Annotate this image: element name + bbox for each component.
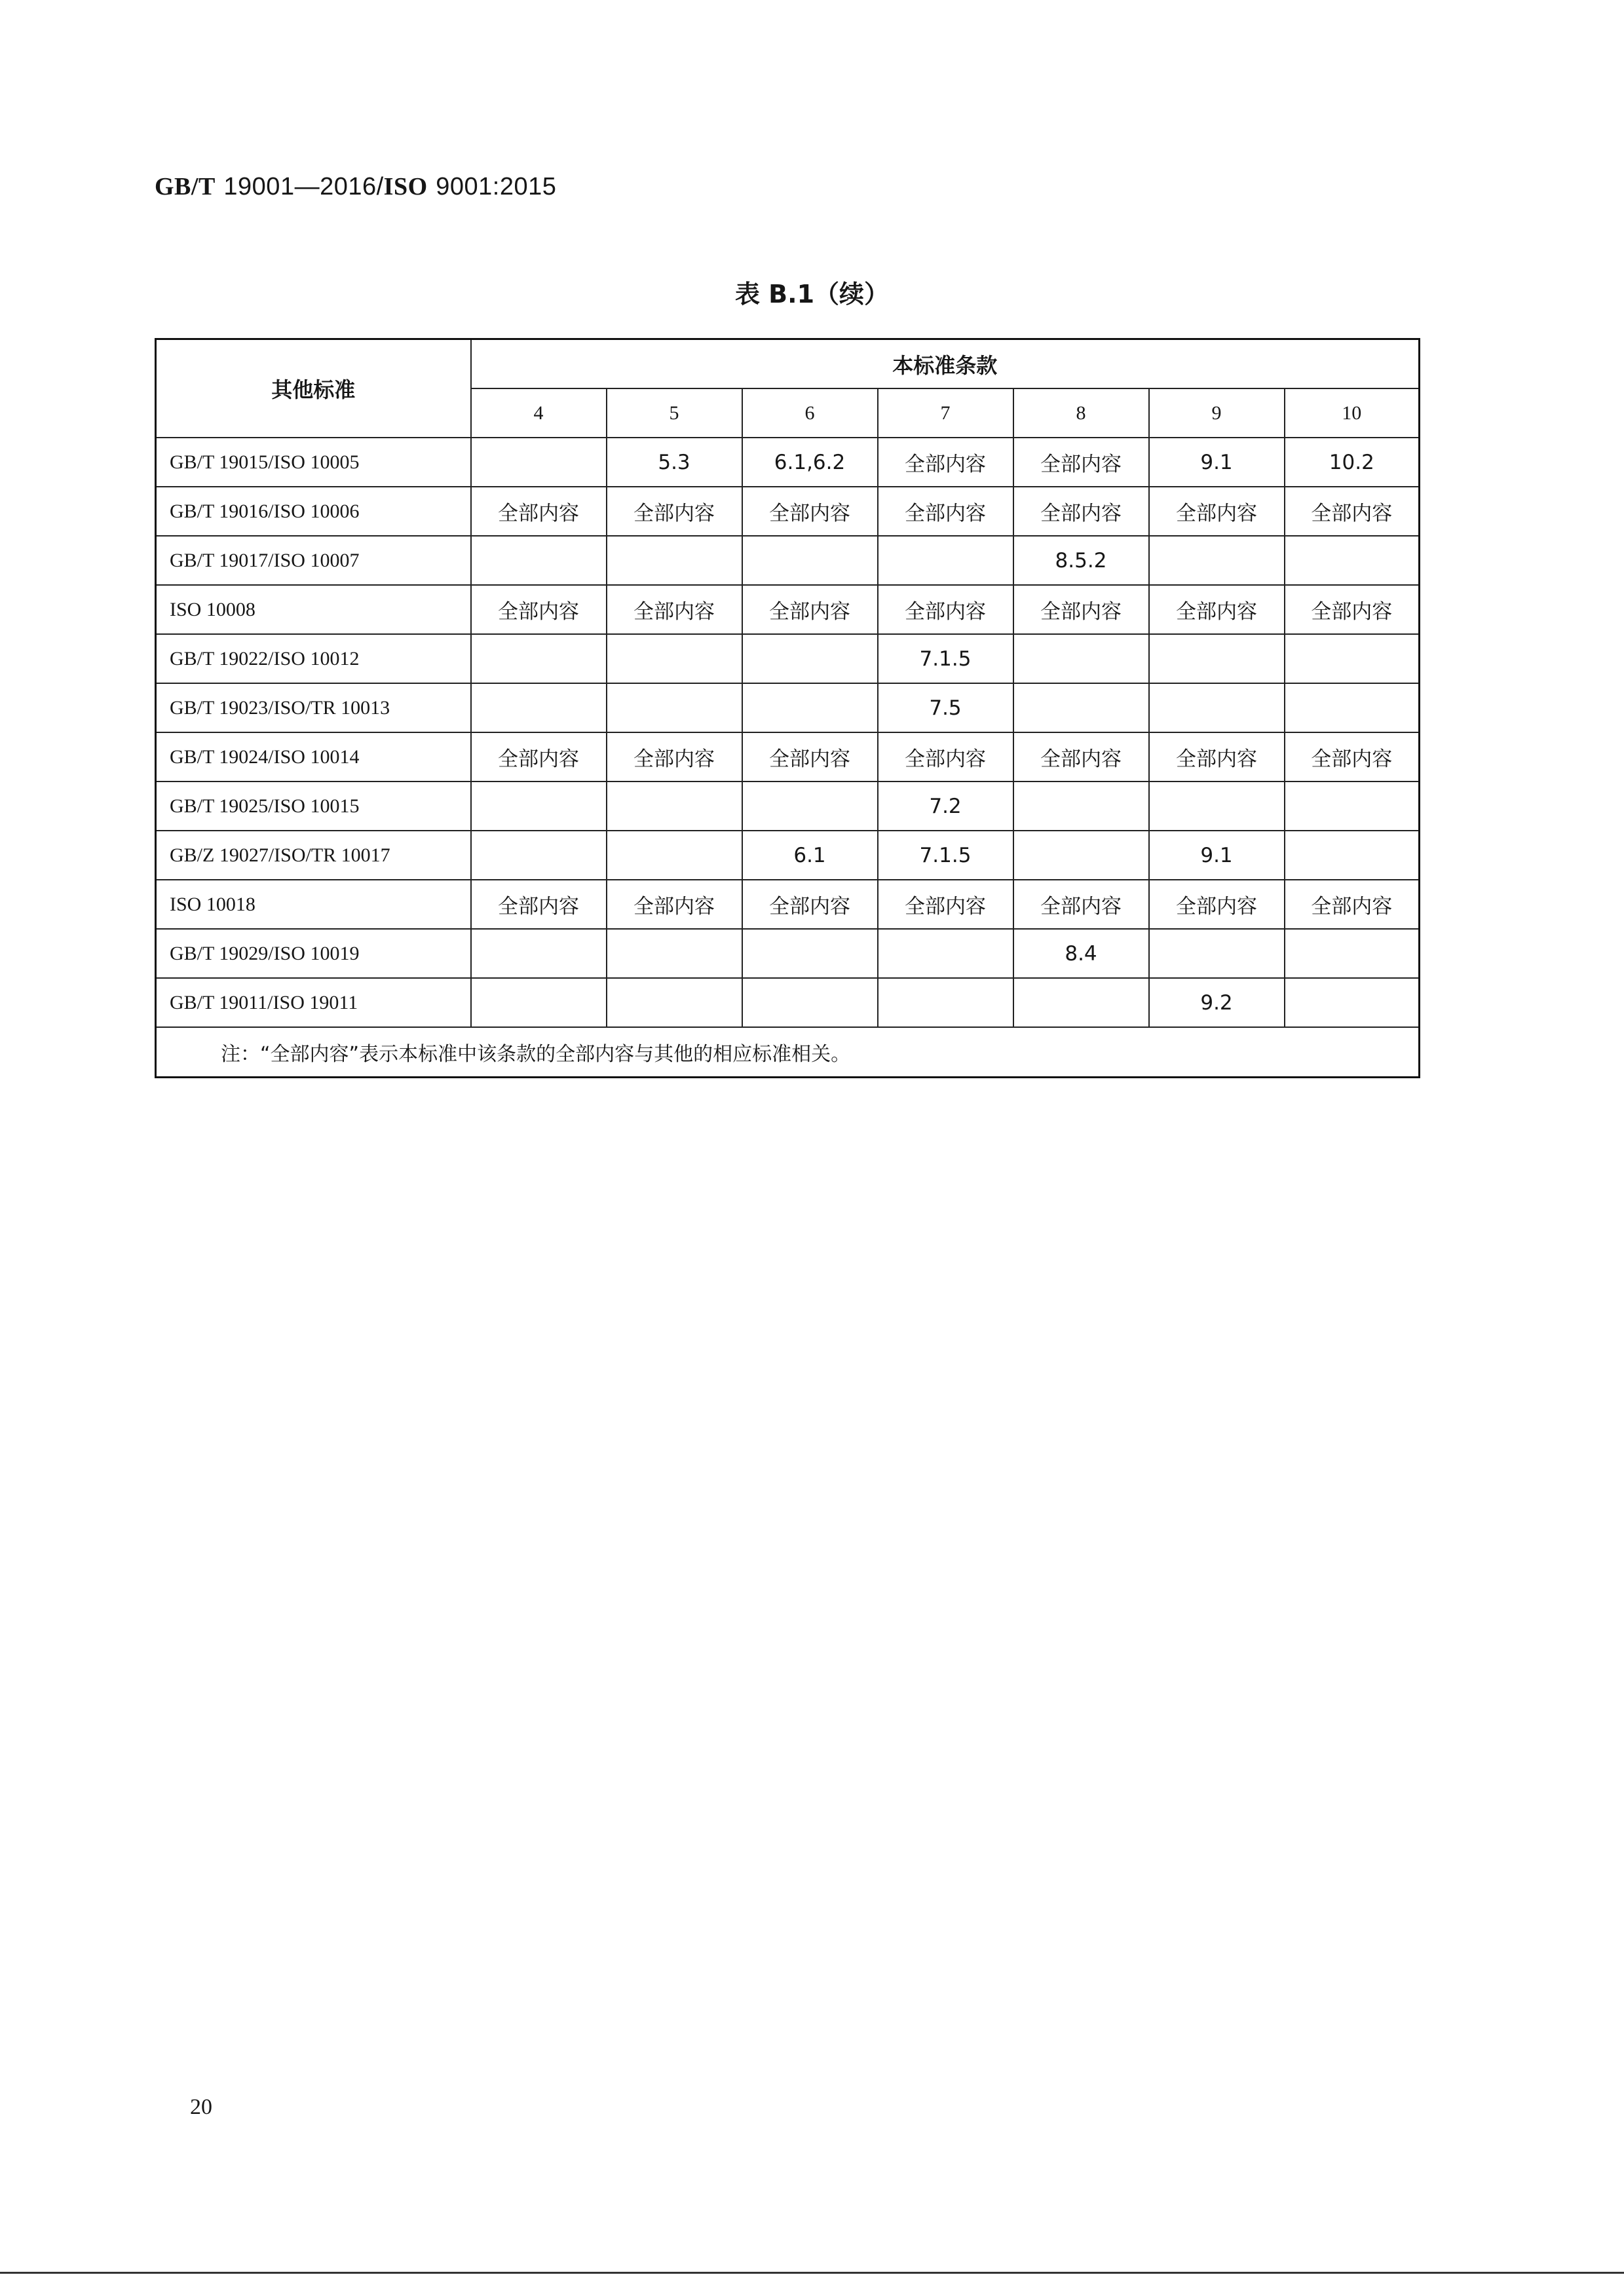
standard-name-cell: ISO 10008 [156,585,471,634]
column-header: 4 [471,388,607,438]
header-gb-number: 19001—2016/ [223,173,384,200]
clause-cell: 全部内容 [878,732,1013,782]
clause-cell [1013,683,1149,732]
clause-cell: 全部内容 [742,487,878,536]
table-body [156,438,1420,1027]
standard-name-cell: GB/T 19024/ISO 10014 [156,732,471,782]
clause-cell: 全部内容 [878,880,1013,929]
table-note-row [156,1027,1420,1078]
table-note: 注：“全部内容”表示本标准中该条款的全部内容与其他的相应标准相关。 [156,1027,1420,1078]
column-header: 7 [878,388,1013,438]
clause-cell [1149,634,1285,683]
clause-cell [878,536,1013,585]
standard-name-cell: ISO 10018 [156,880,471,929]
header-iso-number: 9001:2015 [436,173,557,200]
standards-table [155,338,1420,1078]
clause-cell [1013,831,1149,880]
clause-cell [1013,782,1149,831]
document-header [155,172,556,201]
clause-cell: 全部内容 [607,585,742,634]
clause-cell [1013,634,1149,683]
clause-cell [1285,782,1420,831]
clause-cell [1285,929,1420,978]
clause-cell: 10.2 [1285,438,1420,487]
table-row [156,536,1420,585]
clause-cell: 5.3 [607,438,742,487]
clause-cell: 全部内容 [1285,585,1420,634]
clause-cell [471,978,607,1027]
clause-cell: 8.5.2 [1013,536,1149,585]
clause-cell [607,929,742,978]
clause-cell: 全部内容 [471,487,607,536]
table-header-row-1 [156,339,1420,389]
clause-cell: 全部内容 [878,585,1013,634]
clause-cell: 全部内容 [1013,880,1149,929]
clause-cell: 全部内容 [471,585,607,634]
clause-cell: 全部内容 [1149,487,1285,536]
clause-cell [607,683,742,732]
page-number: 20 [190,2095,212,2119]
table-title: 表 B.1（续） [734,280,890,309]
column-header: 8 [1013,388,1149,438]
clause-cell: 7.2 [878,782,1013,831]
clause-cell: 7.1.5 [878,634,1013,683]
column-header: 6 [742,388,878,438]
header-iso-label: ISO [383,173,428,200]
clause-cell: 全部内容 [1149,732,1285,782]
clause-cell: 全部内容 [607,732,742,782]
header-gb-label: GB/T [155,173,216,200]
standard-name-cell: GB/T 19016/ISO 10006 [156,487,471,536]
clause-cell: 全部内容 [471,732,607,782]
clause-cell: 全部内容 [878,438,1013,487]
table-row [156,487,1420,536]
clause-cell [742,782,878,831]
standard-name-cell: GB/T 19023/ISO/TR 10013 [156,683,471,732]
clause-cell [1013,978,1149,1027]
standard-name-cell: GB/Z 19027/ISO/TR 10017 [156,831,471,880]
clause-cell [607,634,742,683]
clause-cell [1285,831,1420,880]
clause-cell [742,929,878,978]
clause-cell: 6.1,6.2 [742,438,878,487]
table-row [156,585,1420,634]
clause-cell: 6.1 [742,831,878,880]
clause-cell: 全部内容 [1149,880,1285,929]
standard-name-cell: GB/T 19029/ISO 10019 [156,929,471,978]
clause-cell: 全部内容 [742,732,878,782]
standard-name-cell: GB/T 19015/ISO 10005 [156,438,471,487]
clause-cell [1285,634,1420,683]
clause-cell: 全部内容 [1285,487,1420,536]
clause-cell [742,978,878,1027]
clause-cell: 全部内容 [878,487,1013,536]
standard-name-cell: GB/T 19017/ISO 10007 [156,536,471,585]
table-row [156,634,1420,683]
clause-cell [1285,536,1420,585]
column-header: 10 [1285,388,1420,438]
clause-cell [1285,683,1420,732]
table-row [156,880,1420,929]
clause-cell: 全部内容 [607,880,742,929]
clause-cell [742,536,878,585]
clause-cell [471,536,607,585]
clause-cell: 全部内容 [1285,880,1420,929]
clause-cell: 全部内容 [1149,585,1285,634]
clause-cell: 9.1 [1149,831,1285,880]
clause-cell [1285,978,1420,1027]
clause-cell [471,929,607,978]
clause-cell [742,683,878,732]
clause-cell [471,683,607,732]
clause-cell: 全部内容 [1013,732,1149,782]
clause-cell [607,782,742,831]
clause-cell: 全部内容 [607,487,742,536]
group-header-cell: 本标准条款 [471,339,1420,389]
clause-cell: 全部内容 [471,880,607,929]
clause-cell [878,978,1013,1027]
standard-name-cell: GB/T 19011/ISO 19011 [156,978,471,1027]
table-row [156,978,1420,1027]
clause-cell [607,831,742,880]
standard-name-cell: GB/T 19022/ISO 10012 [156,634,471,683]
clause-cell: 全部内容 [1013,487,1149,536]
clause-cell [471,782,607,831]
clause-cell: 全部内容 [742,585,878,634]
column-header: 5 [607,388,742,438]
clause-cell [607,536,742,585]
standard-name-cell: GB/T 19025/ISO 10015 [156,782,471,831]
table-row [156,732,1420,782]
clause-cell [1149,929,1285,978]
table-row [156,929,1420,978]
column-header: 9 [1149,388,1285,438]
clause-cell: 9.1 [1149,438,1285,487]
clause-cell: 7.1.5 [878,831,1013,880]
clause-cell [471,634,607,683]
clause-cell: 全部内容 [1285,732,1420,782]
clause-cell [878,929,1013,978]
clause-cell [742,634,878,683]
clause-cell: 8.4 [1013,929,1149,978]
clause-cell [1149,683,1285,732]
clause-cell [471,831,607,880]
clause-cell [607,978,742,1027]
clause-cell: 全部内容 [1013,585,1149,634]
table-row [156,683,1420,732]
table-row [156,782,1420,831]
clause-cell: 7.5 [878,683,1013,732]
clause-cell [471,438,607,487]
row-header-cell: 其他标准 [156,339,471,438]
table-row [156,438,1420,487]
clause-cell: 9.2 [1149,978,1285,1027]
clause-cell [1149,536,1285,585]
clause-cell [1149,782,1285,831]
clause-cell: 全部内容 [1013,438,1149,487]
table-row [156,831,1420,880]
bottom-divider [0,2272,1624,2274]
clause-cell: 全部内容 [742,880,878,929]
